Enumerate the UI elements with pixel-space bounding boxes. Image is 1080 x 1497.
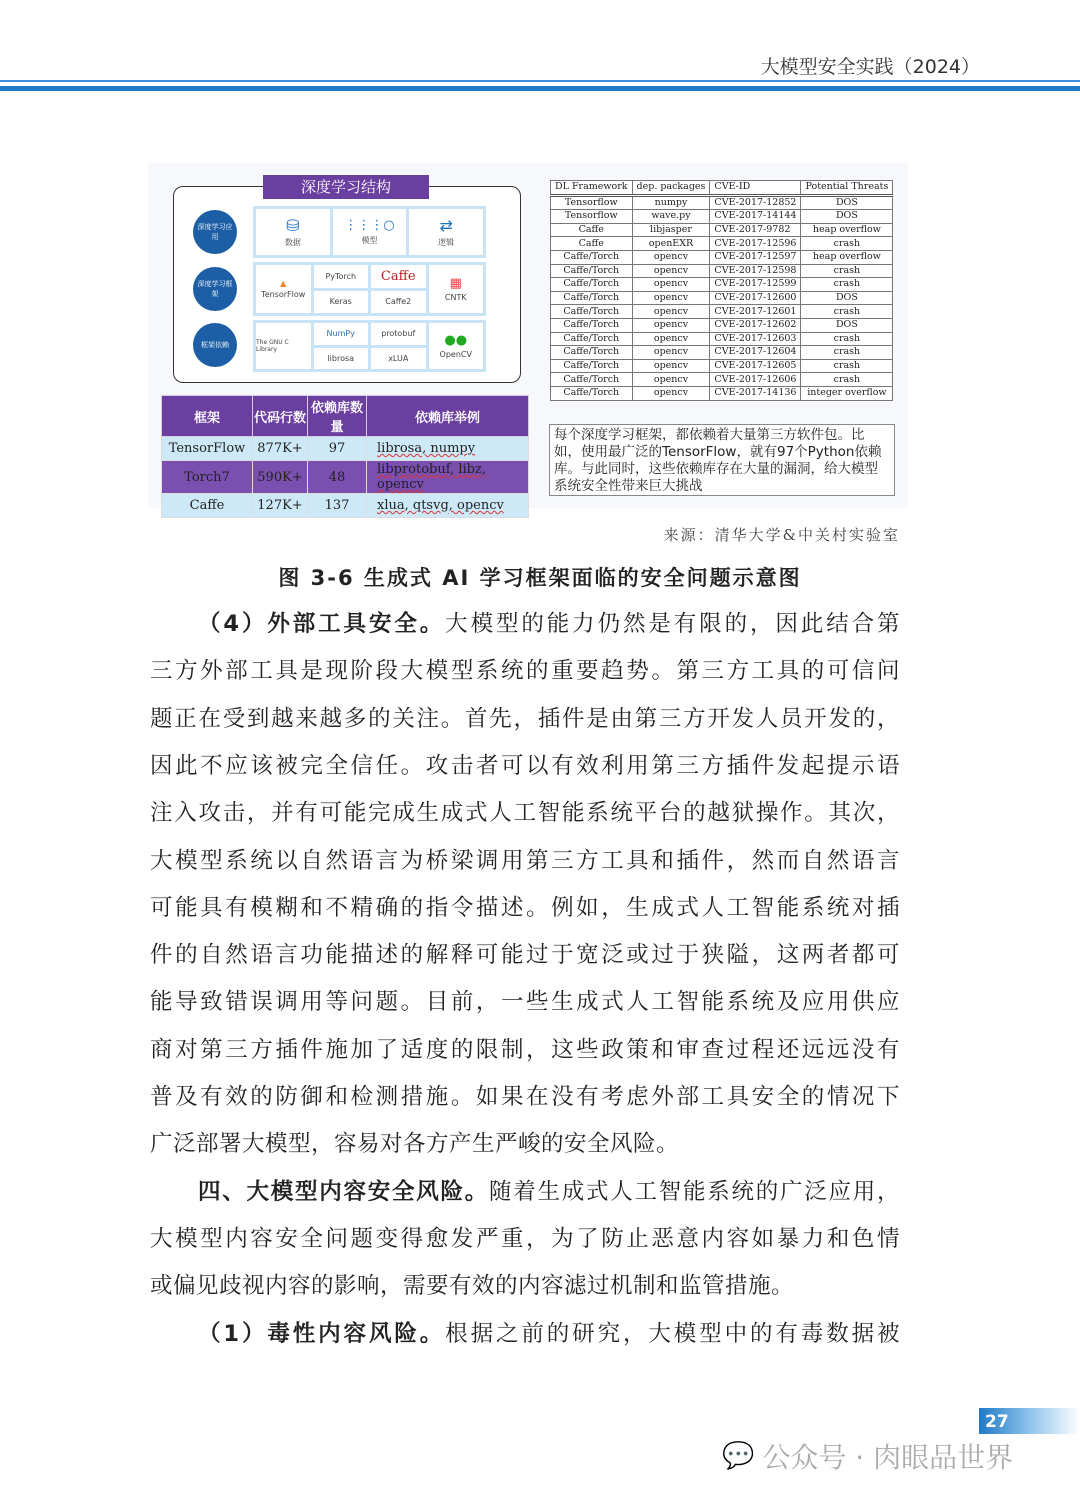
cell: 137 xyxy=(308,494,367,518)
cell: CVE-2017-12601 xyxy=(710,305,801,319)
cell: Caffe/Torch xyxy=(551,250,633,264)
col-header: dep. packages xyxy=(632,181,710,196)
body-text-span: 注入攻击，并有可能完成生成式人工智能系统平台的越狱操作。其次， xyxy=(150,800,900,827)
cell: crash xyxy=(801,346,893,360)
table-row xyxy=(551,318,893,332)
cell: crash xyxy=(801,237,893,251)
body-line xyxy=(198,1319,900,1349)
opencv-logo: ●● xyxy=(444,333,468,348)
tile-label: 数据 xyxy=(284,238,301,247)
body-text-span: 商对第三方插件施加了适度的限制，这些政策和审查过程还远远没有 xyxy=(150,1036,900,1063)
col-header: Potential Threats xyxy=(801,181,893,196)
cell: 590K+ xyxy=(253,461,308,494)
cell: opencv xyxy=(632,359,710,373)
table-row xyxy=(162,494,529,518)
body-line xyxy=(150,1224,900,1254)
cell: 127K+ xyxy=(253,494,308,518)
cell: Caffe/Torch xyxy=(551,332,633,346)
table-row xyxy=(551,373,893,387)
section-heading: 四、大模型内容安全风险。 xyxy=(198,1178,489,1205)
layer-label: 框架依赖 xyxy=(193,323,237,367)
tile-label: 逻辑 xyxy=(438,238,455,247)
cell: opencv xyxy=(632,386,710,400)
cell: Tensorflow xyxy=(551,195,633,210)
cell: Torch7 xyxy=(162,461,253,494)
cell: libprotobuf, libz, opencv xyxy=(367,461,529,494)
tile-data xyxy=(256,209,330,255)
body-text-span: 可能具有模糊和不精确的指令描述。例如，生成式人工智能系统对插 xyxy=(150,894,900,921)
layer-label: 深度学习应用 xyxy=(193,210,237,254)
layer-label: 深度学习框架 xyxy=(193,267,237,311)
table-row xyxy=(551,223,893,237)
tile-xlua: xLUA xyxy=(371,348,426,370)
col-header: 依赖库举例 xyxy=(367,396,529,437)
body-text-span: 普及有效的防御和检测措施。如果在没有考虑外部工具安全的情况下 xyxy=(150,1084,900,1110)
body-text-span: 因此不应该被完全信任。攻击者可以有效利用第三方插件发起提示语 xyxy=(150,752,900,779)
figure-caption: 图 3-6 生成式 AI 学习框架面临的安全问题示意图 xyxy=(278,566,802,590)
cell: CVE-2017-12605 xyxy=(710,359,801,373)
cell: opencv xyxy=(632,318,710,332)
col-header: CVE-ID xyxy=(710,181,801,196)
body-text-span: 能导致错误调用等问题。目前，一些生成式人工智能系统及应用供应 xyxy=(150,989,900,1016)
tile-librosa: librosa xyxy=(314,348,369,370)
cell: crash xyxy=(801,278,893,292)
cell: Caffe/Torch xyxy=(551,359,633,373)
body-text-span: 大模型的能力仍然是有限的，因此结合第 xyxy=(445,611,900,637)
body-text-span: 或偏见歧视内容的影响，需要有效的内容滤过机制和监管措施。 xyxy=(150,1273,795,1300)
cell: CVE-2017-12852 xyxy=(710,195,801,210)
microsoft-logo: ▦ xyxy=(449,276,462,291)
cell: Caffe/Torch xyxy=(551,373,633,387)
body-line xyxy=(150,704,900,734)
body-line xyxy=(150,893,900,923)
cell: Caffe/Torch xyxy=(551,386,633,400)
cell: 97 xyxy=(308,437,367,461)
database-icon: ⛁ xyxy=(286,216,300,235)
table-row xyxy=(551,195,893,210)
cell: DOS xyxy=(801,195,893,210)
cell: TensorFlow xyxy=(162,437,253,461)
body-line xyxy=(150,1129,900,1159)
table-row xyxy=(551,278,893,292)
cell: numpy xyxy=(632,195,710,210)
tile-label: TensorFlow xyxy=(261,290,306,299)
tile-cntk xyxy=(429,265,484,313)
tensorflow-logo: ▲ xyxy=(280,279,287,288)
body-text-span: 三方外部工具是现阶段大模型系统的重要趋势。第三方工具的可信问 xyxy=(150,658,900,685)
figure xyxy=(148,163,908,513)
cell: 877K+ xyxy=(253,437,308,461)
tile-label: CNTK xyxy=(444,293,467,302)
tile-caffe: Caffe xyxy=(371,265,426,288)
table-row xyxy=(551,291,893,305)
body-line xyxy=(150,751,900,781)
cell: opencv xyxy=(632,346,710,360)
cell: CVE-2017-12602 xyxy=(710,318,801,332)
running-header: 大模型安全实践（2024） xyxy=(760,56,980,78)
body-line xyxy=(150,987,900,1017)
section-heading: （1）毒性内容风险。 xyxy=(198,1320,446,1347)
page-number: 27 xyxy=(979,1408,1080,1434)
body-text-span: 大模型系统以自然语言为桥梁调用第三方工具和插件，然而自然语言 xyxy=(150,847,900,874)
cell: Caffe/Torch xyxy=(551,264,633,278)
tile-model xyxy=(333,209,407,255)
wechat-icon: 💬 xyxy=(722,1441,755,1471)
tile-opencv xyxy=(429,323,484,369)
cell: CVE-2017-12606 xyxy=(710,373,801,387)
table-row xyxy=(551,264,893,278)
col-header: DL Framework xyxy=(551,181,633,196)
cell: crash xyxy=(801,359,893,373)
cell: crash xyxy=(801,305,893,319)
layer-dependencies xyxy=(253,320,486,372)
cell: Caffe/Torch xyxy=(551,346,633,360)
cell: opencv xyxy=(632,264,710,278)
cell: wave.py xyxy=(632,210,710,224)
table-header-row xyxy=(551,181,893,196)
col-header: 依赖库数量 xyxy=(308,396,367,437)
body-line xyxy=(198,609,900,639)
cell: crash xyxy=(801,264,893,278)
cell: CVE-2017-12603 xyxy=(710,332,801,346)
cell: CVE-2017-12599 xyxy=(710,278,801,292)
tile-glibc: The GNU C Library xyxy=(256,323,311,369)
cve-table xyxy=(550,180,893,401)
cell: CVE-2017-12604 xyxy=(710,346,801,360)
body-text-span: 大模型内容安全问题变得愈发严重，为了防止恶意内容如暴力和色情 xyxy=(150,1225,900,1252)
cell: crash xyxy=(801,373,893,387)
header-rule-thick xyxy=(0,86,1080,91)
body-line xyxy=(150,1082,900,1112)
table-row xyxy=(162,461,529,494)
cell: opencv xyxy=(632,373,710,387)
watermark-text: 公众号 · 肉眼品世界 xyxy=(762,1441,1014,1474)
tile-label: OpenCV xyxy=(439,350,472,359)
cell: openEXR xyxy=(632,237,710,251)
cell: CVE-2017-12600 xyxy=(710,291,801,305)
cell: DOS xyxy=(801,318,893,332)
section-heading: （4）外部工具安全。 xyxy=(198,611,446,637)
col-header: 代码行数 xyxy=(253,396,308,437)
body-text-span: 根据之前的研究，大模型中的有毒数据被 xyxy=(445,1320,900,1347)
body-text-span: 题正在受到越来越多的关注。首先，插件是由第三方开发人员开发的， xyxy=(150,705,900,732)
cell: CVE-2017-14136 xyxy=(710,386,801,400)
cell: CVE-2017-12598 xyxy=(710,264,801,278)
tile-keras: Keras xyxy=(314,291,369,314)
figure-note: 每个深度学习框架，都依赖着大量第三方软件包。比如，使用最广泛的TensorFlow，就有97个Python依赖库。与此同时，这些依赖库存在大量的漏洞，给大模型系统安全性带来巨大挑战 xyxy=(549,424,895,496)
body-line xyxy=(150,846,900,876)
body-line xyxy=(150,1035,900,1065)
table-row xyxy=(551,386,893,400)
cell: Caffe xyxy=(551,223,633,237)
layer-application xyxy=(253,206,486,258)
cell: Caffe xyxy=(551,237,633,251)
cell: heap overflow xyxy=(801,250,893,264)
table-row xyxy=(551,210,893,224)
cell: DOS xyxy=(801,291,893,305)
body-line xyxy=(198,1177,900,1207)
framework-table xyxy=(161,395,529,518)
cell: DOS xyxy=(801,210,893,224)
body-line xyxy=(150,1271,900,1301)
cell: Caffe/Torch xyxy=(551,278,633,292)
table-row xyxy=(162,437,529,461)
cell: CVE-2017-9782 xyxy=(710,223,801,237)
header-rule xyxy=(0,80,1080,82)
tile-protobuf: protobuf xyxy=(371,323,426,345)
table-row xyxy=(551,250,893,264)
cell: CVE-2017-12596 xyxy=(710,237,801,251)
tile-tensorflow xyxy=(256,265,311,313)
cell: CVE-2017-12597 xyxy=(710,250,801,264)
cell: heap overflow xyxy=(801,223,893,237)
neural-network-icon: ⋮⋮⋮○ xyxy=(344,218,395,233)
cell: CVE-2017-14144 xyxy=(710,210,801,224)
cell: Caffe/Torch xyxy=(551,318,633,332)
tile-label: 模型 xyxy=(361,236,378,245)
cell: Tensorflow xyxy=(551,210,633,224)
table-row xyxy=(551,237,893,251)
shuffle-icon: ⇄ xyxy=(439,216,453,235)
cell: opencv xyxy=(632,250,710,264)
cell: opencv xyxy=(632,305,710,319)
body-line xyxy=(150,940,900,970)
cell: Caffe xyxy=(162,494,253,518)
body-line xyxy=(150,656,900,686)
cell: librosa, numpy xyxy=(367,437,529,461)
tile-caffe2: Caffe2 xyxy=(371,291,426,314)
tile-numpy: NumPy xyxy=(314,323,369,345)
tile-pytorch: PyTorch xyxy=(314,265,369,288)
cell: libjasper xyxy=(632,223,710,237)
figure-source: 来源：清华大学&中关村实验室 xyxy=(663,526,900,544)
cell: opencv xyxy=(632,332,710,346)
table-row xyxy=(551,346,893,360)
cell: Caffe/Torch xyxy=(551,291,633,305)
body-text-span: 广泛部署大模型，容易对各方产生严峻的安全风险。 xyxy=(150,1131,680,1158)
cell: Caffe/Torch xyxy=(551,305,633,319)
diagram-title: 深度学习结构 xyxy=(263,175,429,199)
tile-logic xyxy=(409,209,483,255)
body-line xyxy=(150,798,900,828)
cell: crash xyxy=(801,332,893,346)
cell: integer overflow xyxy=(801,386,893,400)
table-row xyxy=(551,359,893,373)
table-row xyxy=(551,332,893,346)
col-header: 框架 xyxy=(162,396,253,437)
table-row xyxy=(551,305,893,319)
cell: xlua, qtsvg, opencv xyxy=(367,494,529,518)
cell: opencv xyxy=(632,291,710,305)
watermark xyxy=(722,1436,1013,1476)
body-text-span: 件的自然语言功能描述的解释可能过于宽泛或过于狭隘，这两者都可 xyxy=(150,942,900,969)
cell: opencv xyxy=(632,278,710,292)
layer-framework xyxy=(253,262,486,316)
cell: 48 xyxy=(308,461,367,494)
body-text-span: 随着生成式人工智能系统的广泛应用， xyxy=(489,1178,900,1205)
